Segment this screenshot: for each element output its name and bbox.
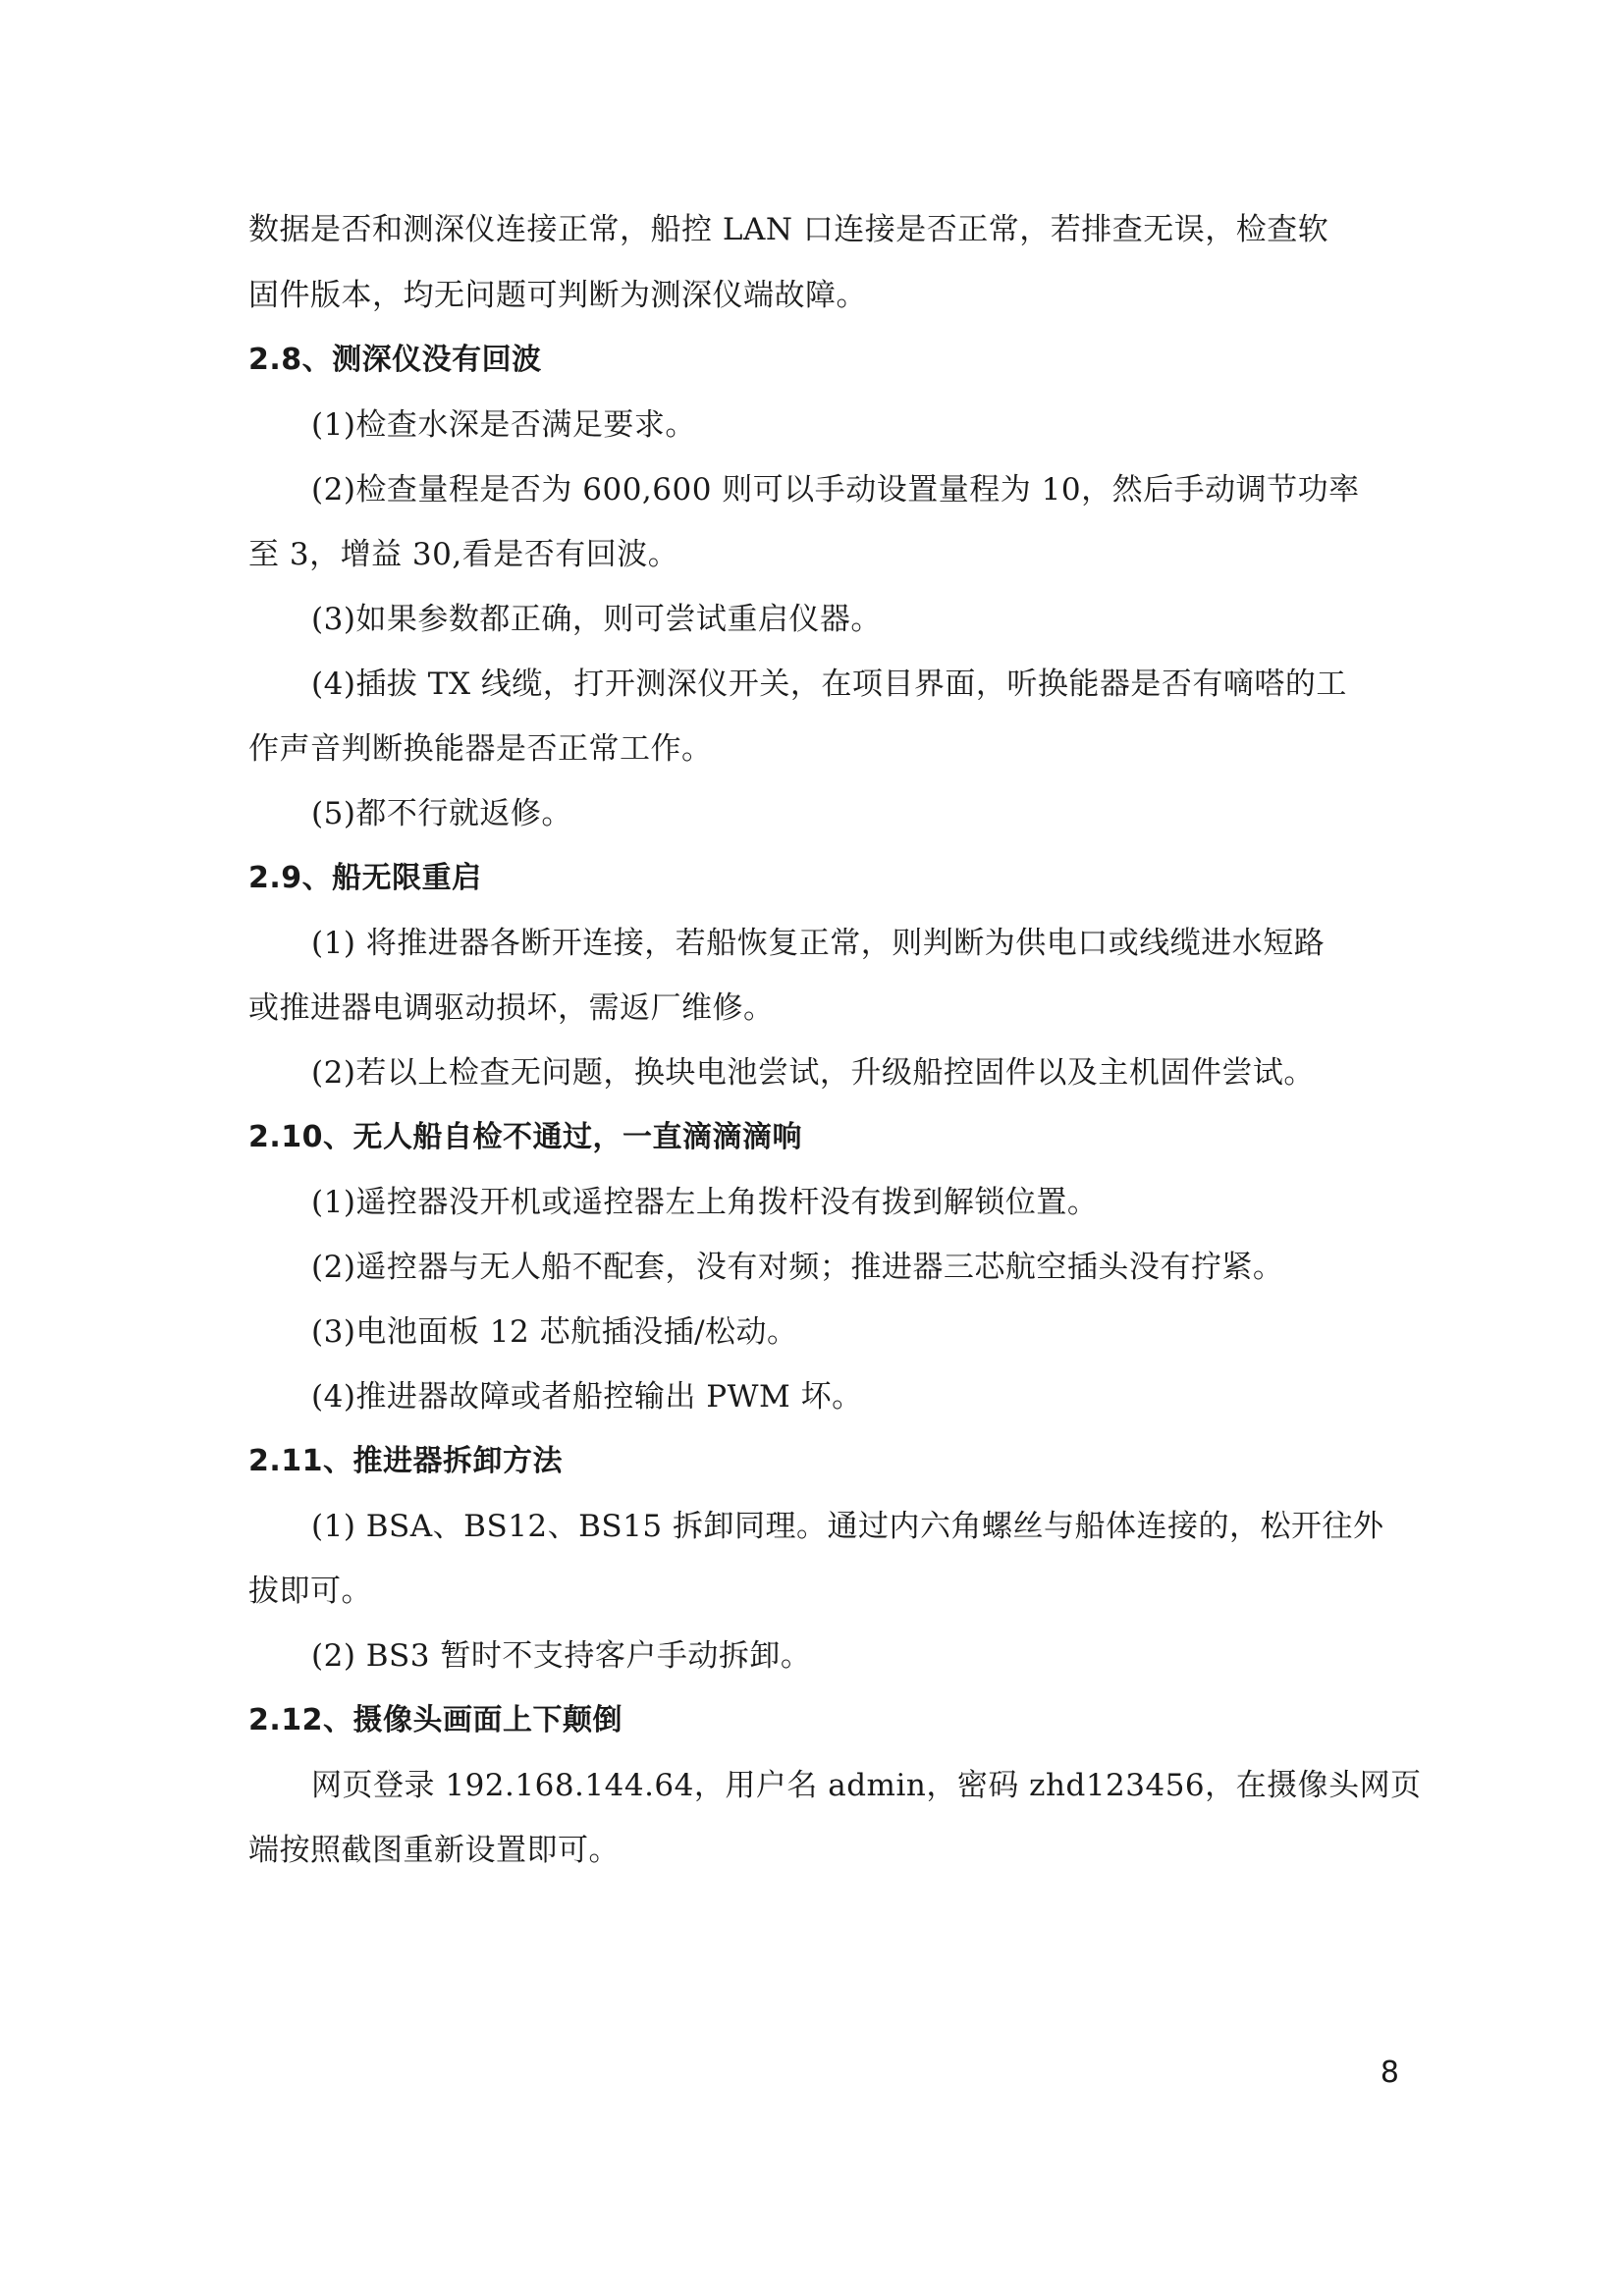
section-heading-2-10: 2.10、无人船自检不通过，一直滴滴滴响 [248,1120,803,1154]
paragraph-line: (1) BSA、BS12、BS15 拆卸同理。通过内六角螺丝与船体连接的，松开往外 [311,1509,1384,1544]
paragraph-line: (1)遥控器没开机或遥控器左上角拨杆没有拨到解锁位置。 [311,1185,1099,1220]
paragraph-line: (3)如果参数都正确，则可尝试重启仪器。 [311,602,882,637]
paragraph-line: (2) BS3 暂时不支持客户手动拆卸。 [311,1638,812,1674]
paragraph-line: (2)若以上检查无问题，换块电池尝试，升级船控固件以及主机固件尝试。 [311,1055,1315,1091]
paragraph-line: (1)检查水深是否满足要求。 [311,407,696,443]
paragraph-line: 网页登录 192.168.144.64，用户名 admin，密码 zhd123456，在摄像头网页 [311,1768,1422,1803]
paragraph-line: (1) 将推进器各断开连接，若船恢复正常，则判断为供电口或线缆进水短路 [311,926,1326,961]
paragraph-line: 端按照截图重新设置即可。 [248,1833,620,1868]
section-heading-2-8: 2.8、测深仪没有回波 [248,343,542,377]
paragraph-line: 至 3，增益 30,看是否有回波。 [248,537,679,572]
paragraph-line: (4)推进器故障或者船控输出 PWM 坏。 [311,1379,863,1415]
paragraph-line: 或推进器电调驱动损坏，需返厂维修。 [248,990,775,1026]
page-number: 8 [1380,2056,1399,2090]
paragraph-line: (5)都不行就返修。 [311,796,572,831]
section-heading-2-11: 2.11、推进器拆卸方法 [248,1444,564,1478]
paragraph-line: 作声音判断换能器是否正常工作。 [248,731,713,767]
paragraph-line: (3)电池面板 12 芯航插没插/松动。 [311,1314,798,1350]
section-heading-2-12: 2.12、摄像头画面上下颠倒 [248,1703,623,1737]
paragraph-line: 拔即可。 [248,1574,372,1609]
section-heading-2-9: 2.9、船无限重启 [248,861,482,895]
paragraph-line: (4)插拔 TX 线缆，打开测深仪开关，在项目界面，听换能器是否有嘀嗒的工 [311,667,1347,702]
intro-line-1: 数据是否和测深仪连接正常，船控 LAN 口连接是否正常，若排查无误，检查软 [248,212,1329,247]
paragraph-line: (2)检查量程是否为 600,600 则可以手动设置量程为 10，然后手动调节功率 [311,472,1360,507]
intro-line-2: 固件版本，均无问题可判断为测深仪端故障。 [248,278,867,313]
paragraph-line: (2)遥控器与无人船不配套，没有对频；推进器三芯航空插头没有拧紧。 [311,1250,1284,1285]
